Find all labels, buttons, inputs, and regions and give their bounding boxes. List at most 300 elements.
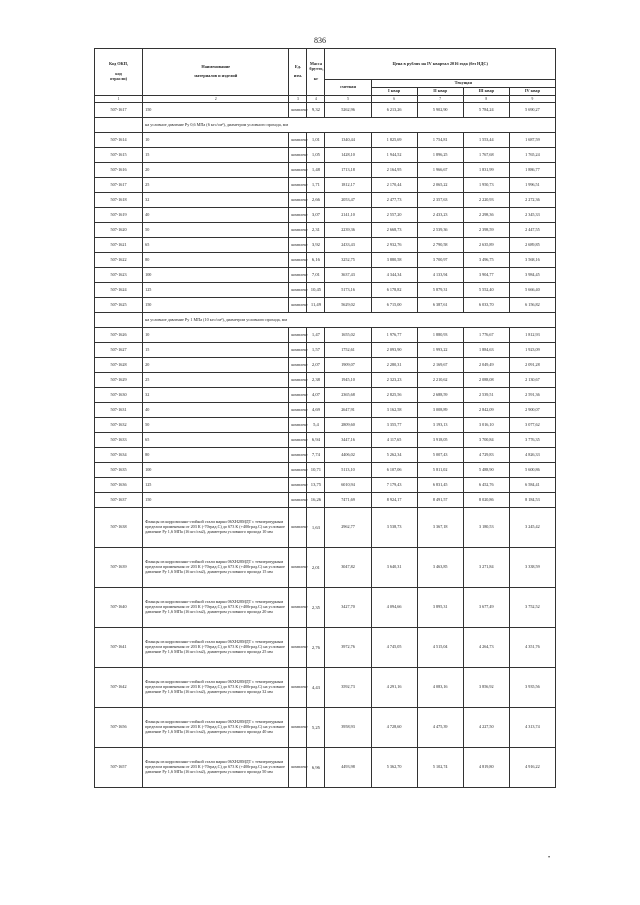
price-q2: 2 357,63: [417, 193, 463, 208]
item-code: 507-1631: [95, 403, 143, 418]
item-unit: комплект: [289, 148, 307, 163]
price-q2: 2 210,62: [417, 373, 463, 388]
item-name: 80: [143, 253, 289, 268]
price-estimated: 5173,16: [325, 283, 371, 298]
item-name: 15: [143, 148, 289, 163]
table-row: [95, 133, 556, 148]
item-code: 507-1625: [95, 298, 143, 313]
item-unit: комплект: [289, 253, 307, 268]
price-estimated: 3447,16: [325, 433, 371, 448]
price-estimated: 3427,70: [325, 588, 371, 628]
price-q1: 2 825,56: [371, 388, 417, 403]
item-mass: 2,38: [307, 373, 325, 388]
price-q3: 2 220,93: [463, 193, 509, 208]
table-row: [95, 478, 556, 493]
item-name: 32: [143, 388, 289, 403]
item-name: Фланцы из коррозионно-стойкой стали марки 06ХН28МДТ с температурным пределом применения от 203 К (-70град.С) до 673 К (+400град.С) на условное давление Ру 1,6 МПа (16 кгс/см2), диаметром условного прохода 50 мм: [143, 748, 289, 788]
item-unit: комплект: [289, 298, 307, 313]
column-index: 4: [307, 96, 325, 103]
item-unit: комплект: [289, 343, 307, 358]
header-current: Текущая: [371, 80, 555, 88]
table-row: [95, 418, 556, 433]
item-mass: 3,07: [307, 208, 325, 223]
section-subheader-row: [95, 118, 556, 133]
header-mass: Масса брутто, кг: [307, 49, 325, 96]
price-q1: 7 179,43: [371, 478, 417, 493]
table-row: [95, 668, 556, 708]
price-q1: 6 213,26: [371, 103, 417, 118]
table-row: [95, 628, 556, 668]
price-estimated: 2141,10: [325, 208, 371, 223]
price-q2: 3 193,13: [417, 418, 463, 433]
item-unit: комплект: [289, 748, 307, 788]
price-q1: 4 344,34: [371, 268, 417, 283]
price-q1: 1 976,77: [371, 328, 417, 343]
item-name: 65: [143, 433, 289, 448]
table-row: [95, 193, 556, 208]
item-name: 125: [143, 478, 289, 493]
price-q1: 2 668,73: [371, 223, 417, 238]
item-unit: комплект: [289, 588, 307, 628]
price-q4: 1 923,09: [509, 343, 555, 358]
price-estimated: 3047,82: [325, 548, 371, 588]
price-q4: 3 568,16: [509, 253, 555, 268]
item-name: 80: [143, 448, 289, 463]
price-estimated: 2053,47: [325, 193, 371, 208]
item-unit: комплект: [289, 403, 307, 418]
price-q4: 6 156,82: [509, 298, 555, 313]
price-estimated: 5629,02: [325, 298, 371, 313]
table-row: [95, 268, 556, 283]
item-unit: комплект: [289, 373, 307, 388]
item-name: Фланцы из коррозионно-стойкой стали марки 06ХН28МДТ с температурным пределом применения от 203 К (-70град.С) до 673 К (+400град.С) на условное давление Ру 1,6 МПа (16 кгс/см2), диаметром условного прохода 15 мм: [143, 548, 289, 588]
item-mass: 10,71: [307, 463, 325, 478]
table-row: [95, 298, 556, 313]
table-row: [95, 328, 556, 343]
price-q3: 3 677,49: [463, 588, 509, 628]
item-name: 40: [143, 403, 289, 418]
price-q2: 5 879,31: [417, 283, 463, 298]
price-q1: 2 164,95: [371, 163, 417, 178]
item-mass: 3,92: [307, 238, 325, 253]
price-q4: 3 245,42: [509, 508, 555, 548]
table-row: [95, 163, 556, 178]
table-row: [95, 373, 556, 388]
price-q4: 5 600,86: [509, 463, 555, 478]
price-q3: 3 856,92: [463, 668, 509, 708]
price-estimated: 7471,69: [325, 493, 371, 508]
price-q4: 2 345,33: [509, 208, 555, 223]
table-row: [95, 283, 556, 298]
price-estimated: 1655,02: [325, 328, 371, 343]
item-mass: 1,48: [307, 163, 325, 178]
table-row: [95, 433, 556, 448]
item-unit: комплект: [289, 133, 307, 148]
item-unit: комплект: [289, 163, 307, 178]
item-unit: комплект: [289, 208, 307, 223]
price-q3: 2 842,09: [463, 403, 509, 418]
item-code: 507-1629: [95, 373, 143, 388]
price-q4: 4 313,74: [509, 708, 555, 748]
price-estimated: 1752,61: [325, 343, 371, 358]
item-name: 50: [143, 418, 289, 433]
price-q2: 1 880,93: [417, 328, 463, 343]
item-mass: 10,45: [307, 283, 325, 298]
item-code: 507-1632: [95, 418, 143, 433]
item-unit: комплект: [289, 388, 307, 403]
price-q4: 2 091,28: [509, 358, 555, 373]
table-row: [95, 103, 556, 118]
price-q1: 2 170,44: [371, 178, 417, 193]
price-q2: 2 433,23: [417, 208, 463, 223]
price-q1: 3 162,58: [371, 403, 417, 418]
item-name: 20: [143, 358, 289, 373]
item-name: 15: [143, 343, 289, 358]
price-q1: 5 262,34: [371, 448, 417, 463]
price-q2: 1 993,22: [417, 343, 463, 358]
table-row: [95, 238, 556, 253]
price-estimated: 2647,91: [325, 403, 371, 418]
item-name: 65: [143, 238, 289, 253]
price-estimated: 4406,02: [325, 448, 371, 463]
price-q1: 4 728,60: [371, 708, 417, 748]
item-code: 507-1638: [95, 508, 143, 548]
item-name: 20: [143, 163, 289, 178]
column-index: 2: [143, 96, 289, 103]
price-q4: 3 935,56: [509, 668, 555, 708]
column-index: 8: [463, 96, 509, 103]
item-code: 507-1617: [95, 178, 143, 193]
price-q1: 3 538,73: [371, 508, 417, 548]
item-name: Фланцы из коррозионно-стойкой стали марки 06ХН28МДТ с температурным пределом применения от 203 К (-70град.С) до 673 К (+400град.С) на условное давление Ру 1,6 МПа (16 кгс/см2), диаметром условного прохода 10 мм: [143, 508, 289, 548]
item-unit: комплект: [289, 328, 307, 343]
price-q4: 2 900,07: [509, 403, 555, 418]
price-estimated: 1428,10: [325, 148, 371, 163]
price-q3: 2 398,59: [463, 223, 509, 238]
price-estimated: 4493,98: [325, 748, 371, 788]
item-mass: 2,07: [307, 358, 325, 373]
item-mass: 5,25: [307, 708, 325, 748]
table-row: [95, 493, 556, 508]
price-estimated: 6010,94: [325, 478, 371, 493]
price-q3: 1 950,73: [463, 178, 509, 193]
item-unit: комплект: [289, 478, 307, 493]
item-code: 507-1622: [95, 253, 143, 268]
price-q2: 6 831,45: [417, 478, 463, 493]
header-unit: Ед. изм.: [289, 49, 307, 96]
item-name: 150: [143, 103, 289, 118]
item-mass: 16,26: [307, 493, 325, 508]
price-q4: 1 996,51: [509, 178, 555, 193]
column-index: 6: [371, 96, 417, 103]
item-name: 150: [143, 493, 289, 508]
price-q2: 2 688,59: [417, 388, 463, 403]
price-q2: 3 700,97: [417, 253, 463, 268]
table-row: [95, 223, 556, 238]
item-code: 507-1637: [95, 493, 143, 508]
table-row: [95, 253, 556, 268]
table-row: [95, 508, 556, 548]
table-row: [95, 588, 556, 628]
price-q1: 4 745,05: [371, 628, 417, 668]
price-q3: 1 553,44: [463, 133, 509, 148]
item-unit: комплект: [289, 178, 307, 193]
price-q2: 5 902,90: [417, 103, 463, 118]
price-q4: 8 184,53: [509, 493, 555, 508]
price-estimated: 3972,76: [325, 628, 371, 668]
price-q1: 6 107,06: [371, 463, 417, 478]
price-estimated: 2962,77: [325, 508, 371, 548]
price-q3: 2 298,36: [463, 208, 509, 223]
section-subheader: на условное давление Ру 1 МПа (10 кгс/см²), диаметром условного прохода, мм: [143, 313, 556, 328]
item-mass: 1,63: [307, 508, 325, 548]
item-code: 507-1626: [95, 328, 143, 343]
price-estimated: 3252,75: [325, 253, 371, 268]
price-q4: 3 776,35: [509, 433, 555, 448]
price-q3: 4 729,83: [463, 448, 509, 463]
price-q2: 6 387,61: [417, 298, 463, 313]
table-row: [95, 208, 556, 223]
item-mass: 7,74: [307, 448, 325, 463]
price-q1: 3 355,77: [371, 418, 417, 433]
price-q1: 2 477,73: [371, 193, 417, 208]
table-row: [95, 358, 556, 373]
price-q1: 2 557,20: [371, 208, 417, 223]
item-code: 507-1634: [95, 448, 143, 463]
item-name: 150: [143, 298, 289, 313]
price-q3: 1 831,99: [463, 163, 509, 178]
price-q1: 4 117,65: [371, 433, 417, 448]
price-q3: 3 904,77: [463, 268, 509, 283]
price-q2: 5 007,43: [417, 448, 463, 463]
price-q4: 2 689,85: [509, 238, 555, 253]
price-estimated: 5262,96: [325, 103, 371, 118]
price-q2: 3 367,18: [417, 508, 463, 548]
price-q4: 2 130,67: [509, 373, 555, 388]
price-q1: 3 640,31: [371, 548, 417, 588]
price-q3: 4 227,50: [463, 708, 509, 748]
price-q4: 1 765,24: [509, 148, 555, 163]
item-unit: комплект: [289, 268, 307, 283]
section-subheader-row: [95, 313, 556, 328]
price-q1: 3 880,58: [371, 253, 417, 268]
item-mass: 2,66: [307, 193, 325, 208]
header-estimated: сметная: [325, 80, 371, 96]
item-unit: комплект: [289, 708, 307, 748]
item-name: Фланцы из коррозионно-стойкой стали марки 06ХН28МДТ с температурным пределом применения от 203 К (-70град.С) до 673 К (+400град.С) на условное давление Ру 1,6 МПа (16 кгс/см2), диаметром условного прохода 40 мм: [143, 708, 289, 748]
item-code: 507-1623: [95, 268, 143, 283]
item-name: 25: [143, 373, 289, 388]
table-row: [95, 748, 556, 788]
price-estimated: 2433,43: [325, 238, 371, 253]
item-mass: 2,31: [307, 223, 325, 238]
item-mass: 6,16: [307, 253, 325, 268]
price-q4: 2 591,36: [509, 388, 555, 403]
price-q1: 8 924,17: [371, 493, 417, 508]
item-code: 507-1619: [95, 208, 143, 223]
price-estimated: 1945,10: [325, 373, 371, 388]
item-unit: комплект: [289, 193, 307, 208]
item-code: 507-1621: [95, 238, 143, 253]
table-row: [95, 548, 556, 588]
item-code: 507-1657: [95, 748, 143, 788]
price-q2: 4 515,04: [417, 628, 463, 668]
price-table: [94, 48, 556, 788]
price-q2: 3 008,89: [417, 403, 463, 418]
price-q3: 3 180,53: [463, 508, 509, 548]
item-mass: 2,01: [307, 548, 325, 588]
price-q4: 2 272,36: [509, 193, 555, 208]
price-estimated: 5113,10: [325, 463, 371, 478]
price-q4: 5 666,40: [509, 283, 555, 298]
price-q2: 1 966,67: [417, 163, 463, 178]
price-q4: 4 351,76: [509, 628, 555, 668]
price-q2: 5 102,74: [417, 748, 463, 788]
header-q4: IV квар: [509, 88, 555, 96]
item-code: 507-1618: [95, 193, 143, 208]
item-code: 507-1636: [95, 478, 143, 493]
item-code: 507-1656: [95, 708, 143, 748]
price-q2: 3 895,31: [417, 588, 463, 628]
table-row: [95, 343, 556, 358]
item-mass: 6,94: [307, 433, 325, 448]
item-mass: 1,05: [307, 148, 325, 163]
table-row: [95, 403, 556, 418]
price-estimated: 2809,60: [325, 418, 371, 433]
item-code: 507-1616: [95, 163, 143, 178]
price-q3: 1 776,67: [463, 328, 509, 343]
price-q1: 6 178,82: [371, 283, 417, 298]
item-code: 507-1630: [95, 388, 143, 403]
price-q4: 5 690,27: [509, 103, 555, 118]
item-mass: 9,32: [307, 103, 325, 118]
item-code: 507-1620: [95, 223, 143, 238]
price-q3: 6 452,76: [463, 478, 509, 493]
item-name: 50: [143, 223, 289, 238]
price-q1: 6 715,00: [371, 298, 417, 313]
item-mass: 2,76: [307, 628, 325, 668]
price-q1: 1 944,52: [371, 148, 417, 163]
item-unit: комплект: [289, 418, 307, 433]
empty-cell: [95, 313, 143, 328]
column-index: 7: [417, 96, 463, 103]
item-code: 507-1635: [95, 463, 143, 478]
price-estimated: 1713,18: [325, 163, 371, 178]
header-price: Цена в рублях на IV квартал 2016 года (без НДС): [325, 49, 556, 80]
price-q2: 3 463,85: [417, 548, 463, 588]
price-q2: 2 065,22: [417, 178, 463, 193]
price-q3: 5 784,24: [463, 103, 509, 118]
page-number: 836: [314, 36, 326, 45]
header-q1: I квар: [371, 88, 417, 96]
item-name: 10: [143, 133, 289, 148]
item-mass: 6,96: [307, 748, 325, 788]
price-estimated: 2239,36: [325, 223, 371, 238]
item-mass: 4,07: [307, 388, 325, 403]
table-row: [95, 448, 556, 463]
item-name: Фланцы из коррозионно-стойкой стали марки 06ХН28МДТ с температурным пределом применения от 203 К (-70град.С) до 673 К (+400град.С) на условное давление Ру 1,6 МПа (16 кгс/см2), диаметром условного прохода 25 мм: [143, 628, 289, 668]
price-q3: 3 016,10: [463, 418, 509, 433]
price-q3: 5 488,90: [463, 463, 509, 478]
price-q1: 2 323,23: [371, 373, 417, 388]
price-q1: 1 825,69: [371, 133, 417, 148]
price-estimated: 3958,93: [325, 708, 371, 748]
price-estimated: 2365,68: [325, 388, 371, 403]
price-q1: 2 093,90: [371, 343, 417, 358]
price-q4: 1 812,93: [509, 328, 555, 343]
item-unit: комплект: [289, 433, 307, 448]
item-unit: комплект: [289, 548, 307, 588]
price-q3: 3 496,75: [463, 253, 509, 268]
item-code: 507-1641: [95, 628, 143, 668]
item-mass: 11,49: [307, 298, 325, 313]
item-mass: 4,69: [307, 403, 325, 418]
header-code: Код ОКП, код отрасли): [95, 49, 143, 96]
price-q1: 2 280,31: [371, 358, 417, 373]
item-mass: 2,35: [307, 588, 325, 628]
page-mark: •: [548, 855, 551, 861]
column-index: 5: [325, 96, 371, 103]
price-q4: 3 984,45: [509, 268, 555, 283]
table-row: [95, 463, 556, 478]
price-q2: 3 918,05: [417, 433, 463, 448]
price-q3: 5 552,40: [463, 283, 509, 298]
item-unit: комплект: [289, 508, 307, 548]
item-name: 40: [143, 208, 289, 223]
price-q2: 1 754,81: [417, 133, 463, 148]
item-mass: 13,75: [307, 478, 325, 493]
item-code: 507-1640: [95, 588, 143, 628]
item-code: 507-1617: [95, 103, 143, 118]
price-q4: 3 752,52: [509, 588, 555, 628]
price-q2: 2 169,67: [417, 358, 463, 373]
price-estimated: 1812,17: [325, 178, 371, 193]
column-index-row: [95, 96, 556, 103]
item-name: 32: [143, 193, 289, 208]
price-q4: 4 916,22: [509, 748, 555, 788]
item-mass: 4,43: [307, 668, 325, 708]
table-row: [95, 178, 556, 193]
item-mass: 5,4: [307, 418, 325, 433]
item-mass: 7,01: [307, 268, 325, 283]
price-q1: 4 291,16: [371, 668, 417, 708]
table-row: [95, 148, 556, 163]
empty-cell: [95, 118, 143, 133]
price-q4: 4 826,33: [509, 448, 555, 463]
price-q3: 1 767,68: [463, 148, 509, 163]
item-code: 507-1615: [95, 148, 143, 163]
price-q3: 2 049,49: [463, 358, 509, 373]
price-q3: 2 088,08: [463, 373, 509, 388]
item-unit: комплект: [289, 448, 307, 463]
price-q3: 3 271,84: [463, 548, 509, 588]
item-name: 10: [143, 328, 289, 343]
table-row: [95, 388, 556, 403]
item-code: 507-1633: [95, 433, 143, 448]
price-q2: 4 133,94: [417, 268, 463, 283]
item-unit: комплект: [289, 628, 307, 668]
item-unit: комплект: [289, 463, 307, 478]
item-mass: 1,57: [307, 343, 325, 358]
price-q1: 4 094,66: [371, 588, 417, 628]
column-index: 1: [95, 96, 143, 103]
price-estimated: 1340,44: [325, 133, 371, 148]
price-q3: 3 700,84: [463, 433, 509, 448]
header-q3: III квар: [463, 88, 509, 96]
header-q2: II квар: [417, 88, 463, 96]
item-name: 25: [143, 178, 289, 193]
price-q4: 1 886,77: [509, 163, 555, 178]
